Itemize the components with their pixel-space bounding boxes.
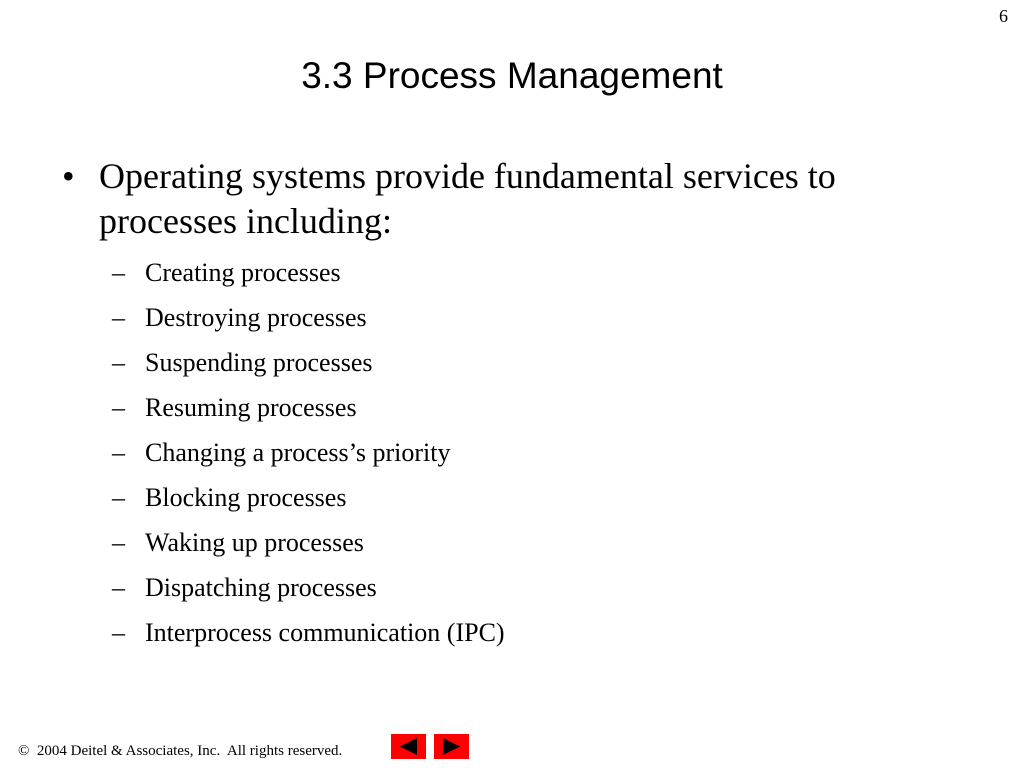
list-item-text: Interprocess communication (IPC) <box>145 618 505 647</box>
slide-navigation <box>391 734 469 759</box>
list-item-text: Changing a process’s priority <box>145 438 451 467</box>
dash-marker: – <box>112 303 125 332</box>
list-item <box>112 520 962 565</box>
dash-marker: – <box>112 483 125 512</box>
dash-marker: – <box>112 573 125 602</box>
list-item-text: Dispatching processes <box>145 573 377 602</box>
list-item-text: Waking up processes <box>145 528 364 557</box>
dash-marker: – <box>112 438 125 467</box>
list-item <box>112 250 962 295</box>
slide-title: 3.3 Process Management <box>301 55 723 96</box>
list-item-text: Blocking processes <box>145 483 347 512</box>
dash-marker: – <box>112 393 125 422</box>
right-arrow-icon <box>434 734 469 759</box>
main-bullet-text: Operating systems provide fundamental services to processes including: <box>99 156 836 241</box>
footer-copyright: © 2004 Deitel & Associates, Inc. All rights reserved. <box>18 743 343 759</box>
list-item <box>112 475 962 520</box>
list-item <box>112 610 962 655</box>
list-item-text: Creating processes <box>145 258 341 287</box>
list-item <box>112 295 962 340</box>
bullet-marker: • <box>62 156 75 196</box>
list-item <box>112 340 962 385</box>
list-item <box>112 385 962 430</box>
sub-list <box>62 250 962 655</box>
list-item <box>112 430 962 475</box>
list-item <box>112 565 962 610</box>
dash-marker: – <box>112 258 125 287</box>
previous-slide-button[interactable] <box>391 734 426 759</box>
list-item-text: Destroying processes <box>145 303 367 332</box>
dash-marker: – <box>112 528 125 557</box>
bullet-block <box>62 154 962 655</box>
list-item-text: Suspending processes <box>145 348 373 377</box>
main-bullet <box>62 154 962 244</box>
dash-marker: – <box>112 348 125 377</box>
page-number: 6 <box>999 6 1008 26</box>
next-slide-button[interactable] <box>434 734 469 759</box>
dash-marker: – <box>112 618 125 647</box>
list-item-text: Resuming processes <box>145 393 357 422</box>
left-arrow-icon <box>391 734 426 759</box>
